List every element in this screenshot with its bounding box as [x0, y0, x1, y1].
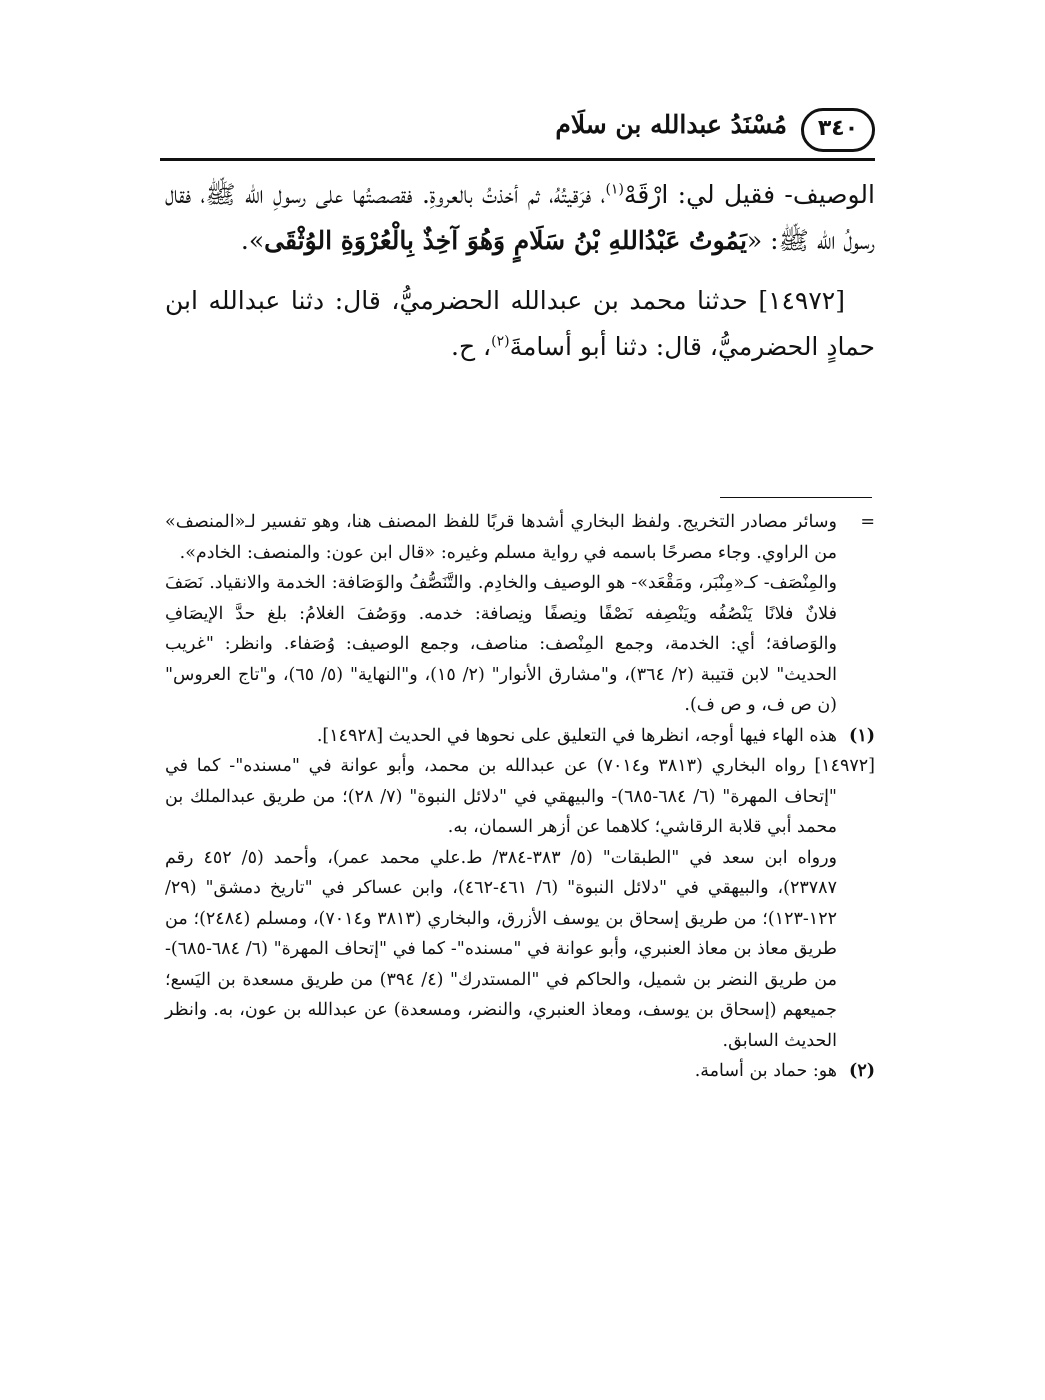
page-number-badge: ٣٤٠ [801, 108, 875, 152]
footnotes [165, 507, 875, 1087]
footnote-separator [720, 497, 872, 498]
footnote-continuation: =وسائر مصادر التخريج. ولفظ البخاري أشدها قربًا للفظ المصنف هنا، وهو تفسير لـ«المنصف» من الراوي. وجاء مصرحًا باسمه في رواية مسلم وغيره: «قال ابن عون: والمنصف: الخادم». [165, 507, 875, 568]
continuation-marker: = [860, 512, 875, 532]
hadith-number: [١٤٩٧٢] [758, 286, 845, 315]
paragraph-2: [١٤٩٧٢] حدثنا محمد بن عبدالله الحضرميُّ، قال: دثنا عبدالله ابن حمادٍ الحضرميُّ، قال: دثنا أبو أسامةَ$^{(٢)}$، ح. [165, 286, 875, 361]
footnote-1: (١)هذه الهاء فيها أوجه، انظرها في التعليق على نحوها في الحديث [١٤٩٢٨]. [165, 721, 875, 752]
footnote-2: (٢)هو: حماد بن أسامة. [165, 1056, 875, 1087]
header-rule [160, 158, 875, 161]
takhrij-marker: [١٤٩٧٢] [814, 756, 875, 776]
paragraph-1: الوصيف- فقيل لي: ارْقَهْ$^{(١)}$، فرَقيتُهُ، ثم أخذتُ بالعروةِ. فقصصتُها على رسولِ الله ﷺ، فقال رسولُ الله ﷺ: «يَمُوتُ عَبْدُاللهِ بْنُ سَلَامٍ وَهُوَ آخِذٌ بِالْعُرْوَةِ الوُثْقَى». [165, 180, 875, 255]
takhrij-note: [١٤٩٧٢] رواه البخاري (٣٨١٣ و٧٠١٤) عن عبدالله بن محمد، وأبو عوانة في "مسنده"- كما في "إتحاف المهرة" (٦/ ٦٨٤-٦٨٥)- والبيهقي في "دلائل النبوة" (٧/ ٢٨)؛ من طريق عبدالملك بن محمد أبي قلابة الرقاشي؛ كلاهما عن أزهر السمان، به. [165, 751, 875, 843]
page-header [160, 108, 875, 154]
footnote-continuation-2: والمِنْصَف- كـ«مِنْبَر، ومَقْعَد»- هو الوصيف والخادِم. والتَّنَصُّفُ والوَصَافة: الخدمة والانقياد. نَصَفَ فلانٌ فلانًا يَنْصُفُه ويَنْصِفه نَصْفًا ونِصفًا ونِصافة: خدمه. ووَصُفَ الغلامُ: بلغ حدَّ الإيصَافِ والوَصافة؛ أي: الخدمة، وجمع المِنْصف: مناصف، وجمع الوصيف: وُصَفاء. وانظر: "غريب الحديث" لابن قتيبة (٢/ ٣٦٤)، و"مشارق الأنوار" (٢/ ١٥)، و"النهاية" (٥/ ٦٥)، و"تاج العروس" (ن ص ف، و ص ف). [165, 573, 837, 715]
footnote-ref-1[interactable]: (١) [605, 181, 624, 198]
prophetic-quote: يَمُوتُ عَبْدُاللهِ بْنُ سَلَامٍ وَهُوَ آخِذٌ بِالْعُرْوَةِ الوُثْقَى [264, 226, 747, 255]
footnote-1-marker: (١) [849, 725, 875, 746]
takhrij-note-2: ورواه ابن سعد في "الطبقات" (٥/ ٣٨٣-٣٨٤/ ط.علي محمد عمر)، وأحمد (٥/ ٤٥٢ رقم ٢٣٧٨٧)، والبيهقي في "دلائل النبوة" (٦/ ٤٦١-٤٦٢)، وابن عساكر في "تاريخ دمشق" (٢٩/ ١٢٢-١٢٣)؛ من طريق إسحاق بن يوسف الأزرق، والبخاري (٣٨١٣ و٧٠١٤)، ومسلم (٢٤٨٤)؛ من طريق معاذ بن معاذ العنبري، وأبو عوانة في "مسنده"- كما في "إتحاف المهرة" (٦/ ٦٨٤-٦٨٥)- من طريق النضر بن شميل، والحاكم في "المستدرك" (٤/ ٣٩٤) من طريق مسعدة بن اليَسع؛ جميعهم (إسحاق بن يوسف، ومعاذ العنبري، والنضر، ومسعدة) عن عبدالله بن عون، به. وانظر الحديث السابق. [165, 847, 837, 1051]
running-title: مُسْنَدُ عبدالله بن سلَام [555, 110, 787, 139]
footnote-2-marker: (٢) [849, 1061, 875, 1081]
footnote-ref-2[interactable]: (٢) [491, 333, 510, 350]
main-text [165, 172, 875, 370]
